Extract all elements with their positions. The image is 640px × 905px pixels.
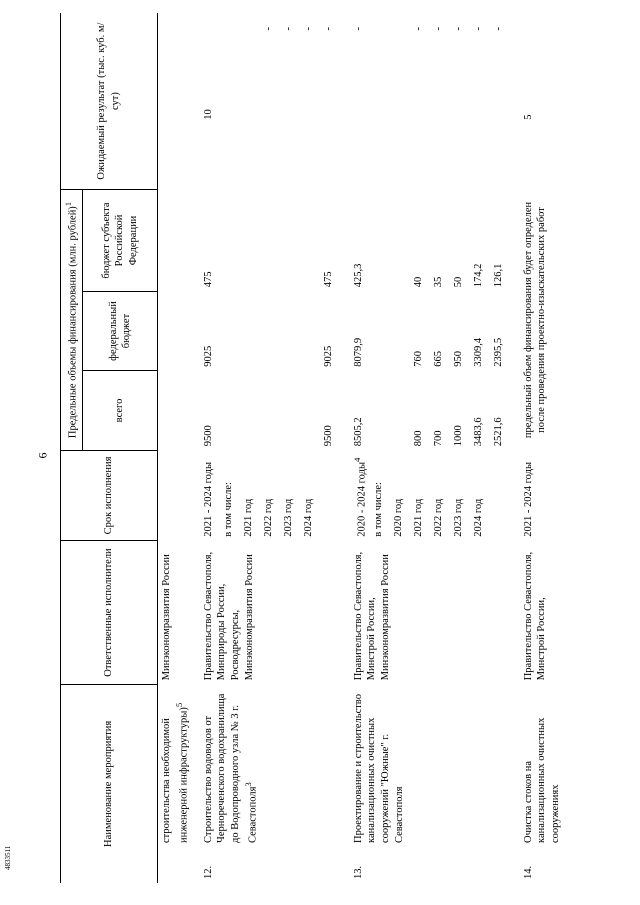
row13-regional-4: 50 [452, 276, 464, 288]
row13-term-6: 2024 год [472, 498, 484, 537]
header-term: Срок исполнения [61, 450, 158, 541]
row12-regional [194, 190, 344, 292]
header-total: всего [83, 371, 158, 450]
measures-table [60, 13, 565, 883]
row12-federal-2 [262, 295, 282, 366]
row12-name-wrap [202, 688, 261, 843]
row12-num: 12. [202, 865, 214, 879]
row13-name: Проектирование и строительство канализационных очистных сооружений "Южные" г. Севастополя [352, 694, 406, 843]
row12-regional-3 [282, 194, 302, 288]
row13-federal-3: 665 [432, 351, 444, 367]
row12-term-4: 2023 год [282, 498, 294, 537]
row13-regional-0: 425,3 [352, 263, 364, 288]
row12-terms [194, 450, 344, 541]
row12-regional-5: 475 [322, 271, 334, 288]
cont-name-cell [158, 684, 194, 883]
row14-funding-note: предельный объем финансирования будет определен после проведения проектно-изыскательских работ [522, 201, 548, 439]
row12-total-5: 9500 [322, 425, 334, 447]
row12-total [194, 371, 344, 450]
header-executors: Ответственные исполнители [61, 541, 158, 685]
row14-term: 2021 - 2024 годы [522, 462, 534, 537]
row13-total-4: 1000 [452, 425, 464, 447]
row12-executors: Правительство Севастополя, Минприроды России, Росводресурсы, Минэкономразвития России [202, 551, 256, 681]
rotated-table-container [60, 13, 620, 883]
header-federal: федеральный бюджет [83, 291, 158, 370]
cont-executors: Минэкономразвития России [161, 554, 173, 681]
row14-name: Очистка стоков на канализационных очистных сооружениях [522, 717, 562, 843]
row13-total-0: 8505,2 [352, 417, 364, 447]
header-result: Ожидаемый результат (тыс. куб. м/сут) [61, 13, 158, 190]
row13-result-0: - [352, 27, 364, 31]
row13-term-2: 2020 год [392, 498, 404, 537]
row12-total-3 [282, 375, 302, 446]
row12-regional-0: 475 [202, 271, 214, 288]
table-row-12 [194, 13, 344, 883]
row13-num: 13. [352, 865, 364, 879]
row13-total-6: 2521,6 [492, 417, 504, 447]
row12-result-0: 10 [202, 109, 214, 120]
header-regional: бюджет субъекта Российской Федерации [83, 190, 158, 292]
row14-num: 14. [522, 865, 534, 879]
row12-total-4 [302, 375, 322, 446]
header-funding [61, 190, 83, 451]
table-row-13 [344, 13, 514, 883]
row13-term-sup: 4 [351, 457, 362, 462]
row12-term-3: 2022 год [262, 498, 274, 537]
row13-result-2: - [412, 27, 424, 31]
row13-term-0-wrap [352, 454, 372, 537]
row13-term-0: 2020 - 2024 годы [356, 462, 368, 537]
row13-total-5: 3483,6 [472, 417, 484, 447]
row12-result-3: - [282, 27, 294, 31]
row13-result-3: - [432, 27, 444, 31]
row12-name-sup: 3 [243, 782, 254, 787]
document-id: 4833511 [4, 845, 12, 870]
row13-federal-4: 950 [452, 351, 464, 367]
cont-name: строительства необходимой инженерной инфраструктуры) [161, 707, 190, 843]
page-number: 6 [35, 452, 50, 459]
row12-regional-2 [262, 194, 282, 288]
header-funding-text: Предельные объемы финансирования (млн. рублей) [67, 206, 79, 439]
row12-total-2 [262, 375, 282, 446]
row13-result-5: - [472, 27, 484, 31]
row13-term-3: 2021 год [412, 498, 424, 537]
row13-total-2: 800 [412, 430, 424, 447]
row12-federal [194, 291, 344, 370]
row13-total-3: 700 [432, 430, 444, 447]
header-name: Наименование мероприятия [61, 684, 158, 883]
row14-executors: Правительство Севастополя, Минстрой России, [522, 551, 548, 681]
row13-result [344, 13, 514, 190]
row12-federal-3 [282, 295, 302, 366]
row12-term-2: 2021 год [242, 498, 254, 537]
row13-regional-5: 174,2 [472, 263, 484, 288]
row13-federal-0: 8079,9 [352, 337, 364, 367]
row12-term-5: 2024 год [302, 498, 314, 537]
row12-term-0: 2021 - 2024 годы [202, 462, 214, 537]
row13-term-1: в том числе: [372, 482, 384, 537]
row12-name-cell [194, 684, 344, 883]
cont-name-sup: 5 [174, 702, 185, 708]
row13-regional-6: 126,1 [492, 263, 504, 288]
row13-federal [344, 291, 514, 370]
table-row-continuation [158, 13, 194, 883]
row13-federal-5: 3309,4 [472, 337, 484, 367]
row13-result-4: - [452, 27, 464, 31]
row13-executors: Правительство Севастополя, Минстрой России, Минэкономразвития России [352, 551, 392, 681]
row13-term-4: 2022 год [432, 498, 444, 537]
row14-name-cell [514, 684, 566, 883]
row13-regional-2: 40 [412, 276, 424, 288]
row13-terms [344, 450, 514, 541]
row13-federal-2: 760 [412, 351, 424, 367]
row13-federal-6: 2395,5 [492, 337, 504, 367]
row12-federal-0: 9025 [202, 345, 214, 367]
row13-regional [344, 190, 514, 292]
row13-total [344, 371, 514, 450]
table-row-14 [514, 13, 566, 883]
row12-name: Строительство водоводов от Чернореченского водохранилища до Водопроводного узла № 3 г. Севастополя [202, 693, 259, 843]
row12-result-5: - [322, 27, 334, 31]
row12-term-1: в том числе: [222, 482, 234, 537]
row12-result-4: - [302, 27, 314, 31]
row12-total-0: 9500 [202, 425, 214, 447]
row13-term-5: 2023 год [452, 498, 464, 537]
row12-result-2: - [262, 27, 274, 31]
row14-result: 5 [522, 114, 534, 120]
row12-result [194, 13, 344, 190]
row13-name-cell [344, 684, 514, 883]
row13-result-6: - [492, 27, 504, 31]
header-funding-sup: 1 [63, 201, 73, 207]
row12-federal-5: 9025 [322, 345, 334, 367]
row12-regional-4 [302, 194, 322, 288]
row13-regional-3: 35 [432, 276, 444, 288]
row12-federal-4 [302, 295, 322, 366]
